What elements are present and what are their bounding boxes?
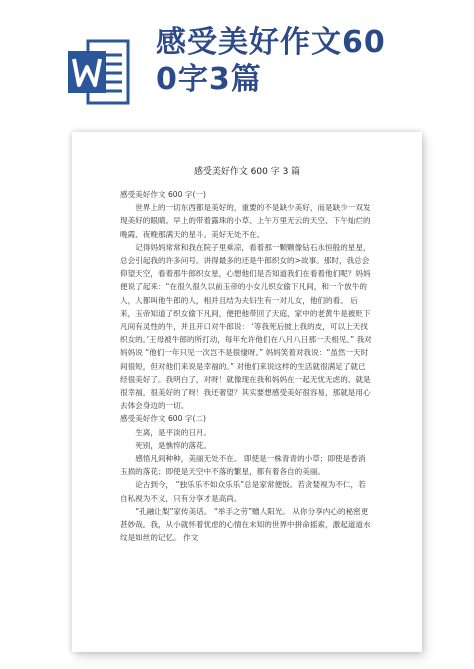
- page-title: [156, 24, 456, 98]
- title-line-1: 感受美好作文60: [156, 25, 386, 60]
- document-title: 感受美好作文 600 字 3 篇: [193, 167, 301, 177]
- paragraph: 感悟凡间种种，美丽无处不在。 即使是一株青青的小草；即使是香消玉损的落花；即使是天空中不落的繁星，都有着各自的美丽。: [120, 454, 366, 477]
- paragraph: 论古到今， “独乐乐不如众乐乐”总是家常便饭。若贪婪视为不仁，若自私视为不义，只有分享才是高尚。: [120, 480, 366, 503]
- section-heading: 感受美好作文 600 字(一): [120, 190, 206, 199]
- header: [0, 0, 474, 128]
- paragraph: 世界上的一切东西都是美好的，重要的不是缺少美好，而是缺少一双发现美好的眼睛。早上的带着露珠的小草、上午万里无云的天空、下午灿烂的晚霞、夜晚那满天的星斗。美好无处不在。: [120, 203, 371, 239]
- document-page: [72, 132, 422, 652]
- paragraph: 死别，是憔悴的落花。: [135, 440, 212, 450]
- word-document-icon: [66, 37, 132, 107]
- paragraph: 生离，是平淡的日月。: [135, 427, 212, 437]
- paragraph: 记得妈妈常常和我在院子里乘凉，看着那一颗颗像钻石永恒般的星星，总会引起我的许多问号。讲得最多的还是牛郎织女的>故事。那时，我总会仰望天空，看着那牛郎织女星，心想他们是否知道我们在看着他们呢？妈妈便说了起来：“在很久很久以前玉帝的小女儿织女偷下凡间，和一个放牛的人，人都叫他牛郎的人，相并且结为夫妇生有一对儿女，他们的看。 后来，玉帝知道了织女偷下凡间，便把他带回了天庭，家中的老黄牛是被贬下凡间有灵性的牛，并且开口对牛郎说： ‘等我死后披上我的皮，可以上天找织女的。’王母被牛郎的所打动，每年允许他们在八月八日那一天相见。” 我对妈妈说 “他们一年只见一次岂不是很悽呀。” 妈妈笑着对我说：“虽然一天时间很短，但对他们来说是幸福的。” 对他们来说这样的生活就很满足了就已经很美好了。我明白了，对呀！就像现在我和妈妈在一起无忧无虑的、就是很幸福，很美好的了呀！我还奢望？其实要想感受美好很容易，那就是用心去体会身边的一切。: [120, 242, 372, 411]
- title-line-2: 0字3篇: [156, 62, 262, 97]
- section-heading: 感受美好作文 600 字(二): [120, 414, 206, 424]
- document-body: [120, 188, 372, 544]
- paragraph: “孔融让梨”家传美话。 “举手之劳”赠人阳光。 从你分享内心的秘密更甚妙哉。我，从小就怀着忧虑的心情在未知的世界中拼命摇索，激起道道水纹是如丝的记忆。 作文: [120, 506, 371, 543]
